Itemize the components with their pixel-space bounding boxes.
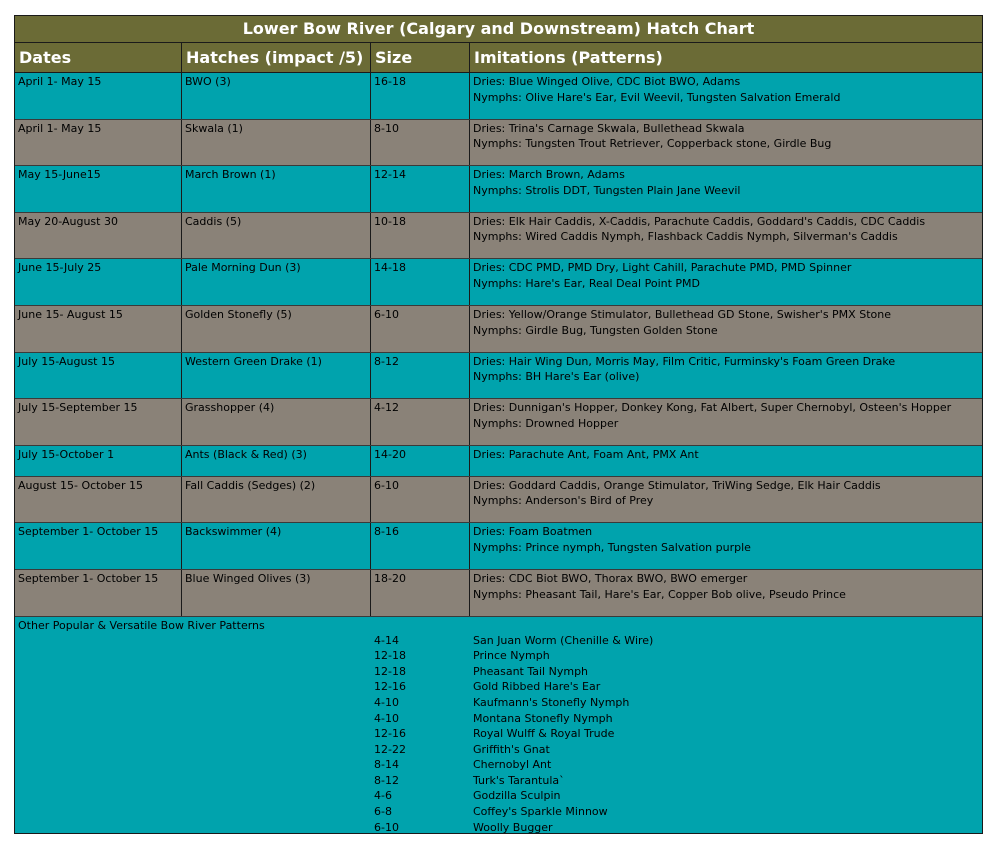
hatch-cell: Golden Stonefly (5) (182, 306, 371, 352)
pattern-name: Royal Wulff & Royal Trude (473, 727, 615, 741)
size-cell: 14-18 (371, 259, 470, 305)
pattern-size: 6-10 (374, 820, 399, 834)
imitations-cell (470, 259, 982, 305)
dates-cell: April 1- May 15 (15, 120, 182, 166)
size-cell: 8-16 (371, 523, 470, 569)
nymphs-text: Nymphs: Strolis DDT, Tungsten Plain Jane Weevil (473, 183, 741, 197)
size-cell: 8-10 (371, 120, 470, 166)
header-hatches: Hatches (impact /5) (182, 43, 371, 72)
list-item (15, 788, 982, 804)
table-row (15, 73, 982, 120)
list-item (15, 679, 982, 695)
hatch-cell: Grasshopper (4) (182, 399, 371, 445)
nymphs-text: Nymphs: BH Hare's Ear (olive) (473, 370, 640, 384)
pattern-name: Coffey's Sparkle Minnow (473, 805, 608, 819)
size-cell: 16-18 (371, 73, 470, 119)
dates-cell: September 1- October 15 (15, 523, 182, 569)
table-row (15, 446, 982, 477)
other-patterns-section (15, 617, 982, 833)
pattern-size: 12-16 (374, 680, 406, 694)
imitations-cell (470, 523, 982, 569)
hatch-cell: Backswimmer (4) (182, 523, 371, 569)
pattern-name: Montana Stonefly Nymph (473, 711, 613, 725)
hatch-cell: Ants (Black & Red) (3) (182, 446, 371, 476)
size-cell: 10-18 (371, 213, 470, 259)
size-cell: 12-14 (371, 166, 470, 212)
pattern-size: 4-6 (374, 789, 392, 803)
imitations-cell (470, 120, 982, 166)
hatch-cell: Pale Morning Dun (3) (182, 259, 371, 305)
imitations-cell (470, 446, 982, 476)
nymphs-text: Nymphs: Hare's Ear, Real Deal Point PMD (473, 276, 701, 290)
dates-cell: July 15-October 1 (15, 446, 182, 476)
other-patterns-list (15, 633, 982, 836)
dries-text: Dries: CDC PMD, PMD Dry, Light Cahill, Parachute PMD, PMD Spinner (473, 261, 852, 275)
imitations-cell (470, 213, 982, 259)
pattern-size: 12-16 (374, 727, 406, 741)
nymphs-text: Nymphs: Olive Hare's Ear, Evil Weevil, Tungsten Salvation Emerald (473, 90, 841, 104)
pattern-size: 4-14 (374, 633, 399, 647)
table-row (15, 570, 982, 617)
size-cell: 6-10 (371, 306, 470, 352)
nymphs-text: Nymphs: Tungsten Trout Retriever, Copperback stone, Girdle Bug (473, 137, 832, 151)
hatch-cell: Western Green Drake (1) (182, 353, 371, 399)
dries-text: Dries: Yellow/Orange Stimulator, Bullethead GD Stone, Swisher's PMX Stone (473, 307, 891, 321)
hatch-cell: Caddis (5) (182, 213, 371, 259)
dates-cell: June 15- August 15 (15, 306, 182, 352)
table-row (15, 399, 982, 446)
dries-text: Dries: Blue Winged Olive, CDC Biot BWO, Adams (473, 75, 741, 88)
other-patterns-title: Other Popular & Versatile Bow River Patterns (18, 618, 265, 632)
dries-text: Dries: Foam Boatmen (473, 525, 593, 539)
pattern-name: Kaufmann's Stonefly Nymph (473, 695, 630, 709)
dries-text: Dries: CDC Biot BWO, Thorax BWO, BWO emerger (473, 571, 748, 585)
pattern-name: Prince Nymph (473, 649, 550, 663)
pattern-size: 12-22 (374, 742, 406, 756)
table-row (15, 353, 982, 400)
table-row (15, 306, 982, 353)
table-row (15, 213, 982, 260)
pattern-size: 6-8 (374, 805, 392, 819)
dates-cell: May 20-August 30 (15, 213, 182, 259)
table-row (15, 259, 982, 306)
pattern-size: 12-18 (374, 664, 406, 678)
list-item (15, 742, 982, 758)
dries-text: Dries: March Brown, Adams (473, 168, 625, 182)
hatch-chart-table (14, 15, 983, 834)
hatch-cell: Skwala (1) (182, 120, 371, 166)
dates-cell: August 15- October 15 (15, 477, 182, 523)
dates-cell: July 15-August 15 (15, 353, 182, 399)
dries-text: Dries: Hair Wing Dun, Morris May, Film Critic, Furminsky's Foam Green Drake (473, 354, 896, 368)
size-cell: 6-10 (371, 477, 470, 523)
header-size: Size (371, 43, 470, 72)
pattern-size: 8-12 (374, 773, 399, 787)
pattern-name: Woolly Bugger (473, 820, 553, 834)
chart-title: Lower Bow River (Calgary and Downstream) Hatch Chart (15, 16, 982, 43)
pattern-name: Griffith's Gnat (473, 742, 550, 756)
imitations-cell (470, 166, 982, 212)
imitations-cell (470, 570, 982, 616)
dates-cell: April 1- May 15 (15, 73, 182, 119)
nymphs-text: Nymphs: Pheasant Tail, Hare's Ear, Copper Bob olive, Pseudo Prince (473, 587, 846, 601)
dries-text: Dries: Goddard Caddis, Orange Stimulator, TriWing Sedge, Elk Hair Caddis (473, 478, 881, 492)
table-row (15, 166, 982, 213)
table-row (15, 523, 982, 570)
hatch-cell: Fall Caddis (Sedges) (2) (182, 477, 371, 523)
dries-text: Dries: Elk Hair Caddis, X-Caddis, Parachute Caddis, Goddard's Caddis, CDC Caddis (473, 214, 926, 228)
pattern-size: 12-18 (374, 649, 406, 663)
pattern-size: 4-10 (374, 711, 399, 725)
table-row (15, 477, 982, 524)
nymphs-text: Nymphs: Wired Caddis Nymph, Flashback Caddis Nymph, Silverman's Caddis (473, 230, 898, 244)
hatch-cell: BWO (3) (182, 73, 371, 119)
size-cell: 14-20 (371, 446, 470, 476)
list-item (15, 648, 982, 664)
size-cell: 4-12 (371, 399, 470, 445)
dries-text: Dries: Trina's Carnage Skwala, Bullethead Skwala (473, 121, 745, 135)
size-cell: 8-12 (371, 353, 470, 399)
list-item (15, 804, 982, 820)
imitations-cell (470, 306, 982, 352)
pattern-name: San Juan Worm (Chenille & Wire) (473, 633, 654, 647)
imitations-cell (470, 477, 982, 523)
dates-cell: July 15-September 15 (15, 399, 182, 445)
list-item (15, 711, 982, 727)
list-item (15, 773, 982, 789)
nymphs-text: Nymphs: Prince nymph, Tungsten Salvation purple (473, 540, 751, 554)
header-row (15, 43, 982, 73)
list-item (15, 633, 982, 649)
hatch-cell: March Brown (1) (182, 166, 371, 212)
header-imitations: Imitations (Patterns) (474, 48, 663, 67)
pattern-name: Turk's Tarantula` (473, 773, 565, 787)
pattern-name: Pheasant Tail Nymph (473, 664, 589, 678)
imitations-cell (470, 399, 982, 445)
nymphs-text: Nymphs: Drowned Hopper (473, 416, 619, 430)
pattern-size: 8-14 (374, 758, 399, 772)
pattern-size: 4-10 (374, 695, 399, 709)
nymphs-text: Nymphs: Girdle Bug, Tungsten Golden Stone (473, 323, 718, 337)
list-item (15, 726, 982, 742)
dates-cell: May 15-June15 (15, 166, 182, 212)
size-cell: 18-20 (371, 570, 470, 616)
pattern-name: Gold Ribbed Hare's Ear (473, 680, 601, 694)
list-item (15, 695, 982, 711)
table-row (15, 120, 982, 167)
hatch-cell: Blue Winged Olives (3) (182, 570, 371, 616)
dries-text: Dries: Parachute Ant, Foam Ant, PMX Ant (473, 447, 699, 461)
list-item (15, 757, 982, 773)
imitations-cell (470, 73, 982, 119)
dries-text: Dries: Dunnigan's Hopper, Donkey Kong, Fat Albert, Super Chernobyl, Osteen's Hopper (473, 401, 952, 415)
pattern-name: Chernobyl Ant (473, 758, 552, 772)
list-item (15, 664, 982, 680)
imitations-cell (470, 353, 982, 399)
header-dates: Dates (15, 43, 182, 72)
dates-cell: September 1- October 15 (15, 570, 182, 616)
list-item (15, 820, 982, 836)
nymphs-text: Nymphs: Anderson's Bird of Prey (473, 494, 654, 508)
dates-cell: June 15-July 25 (15, 259, 182, 305)
pattern-name: Godzilla Sculpin (473, 789, 561, 803)
